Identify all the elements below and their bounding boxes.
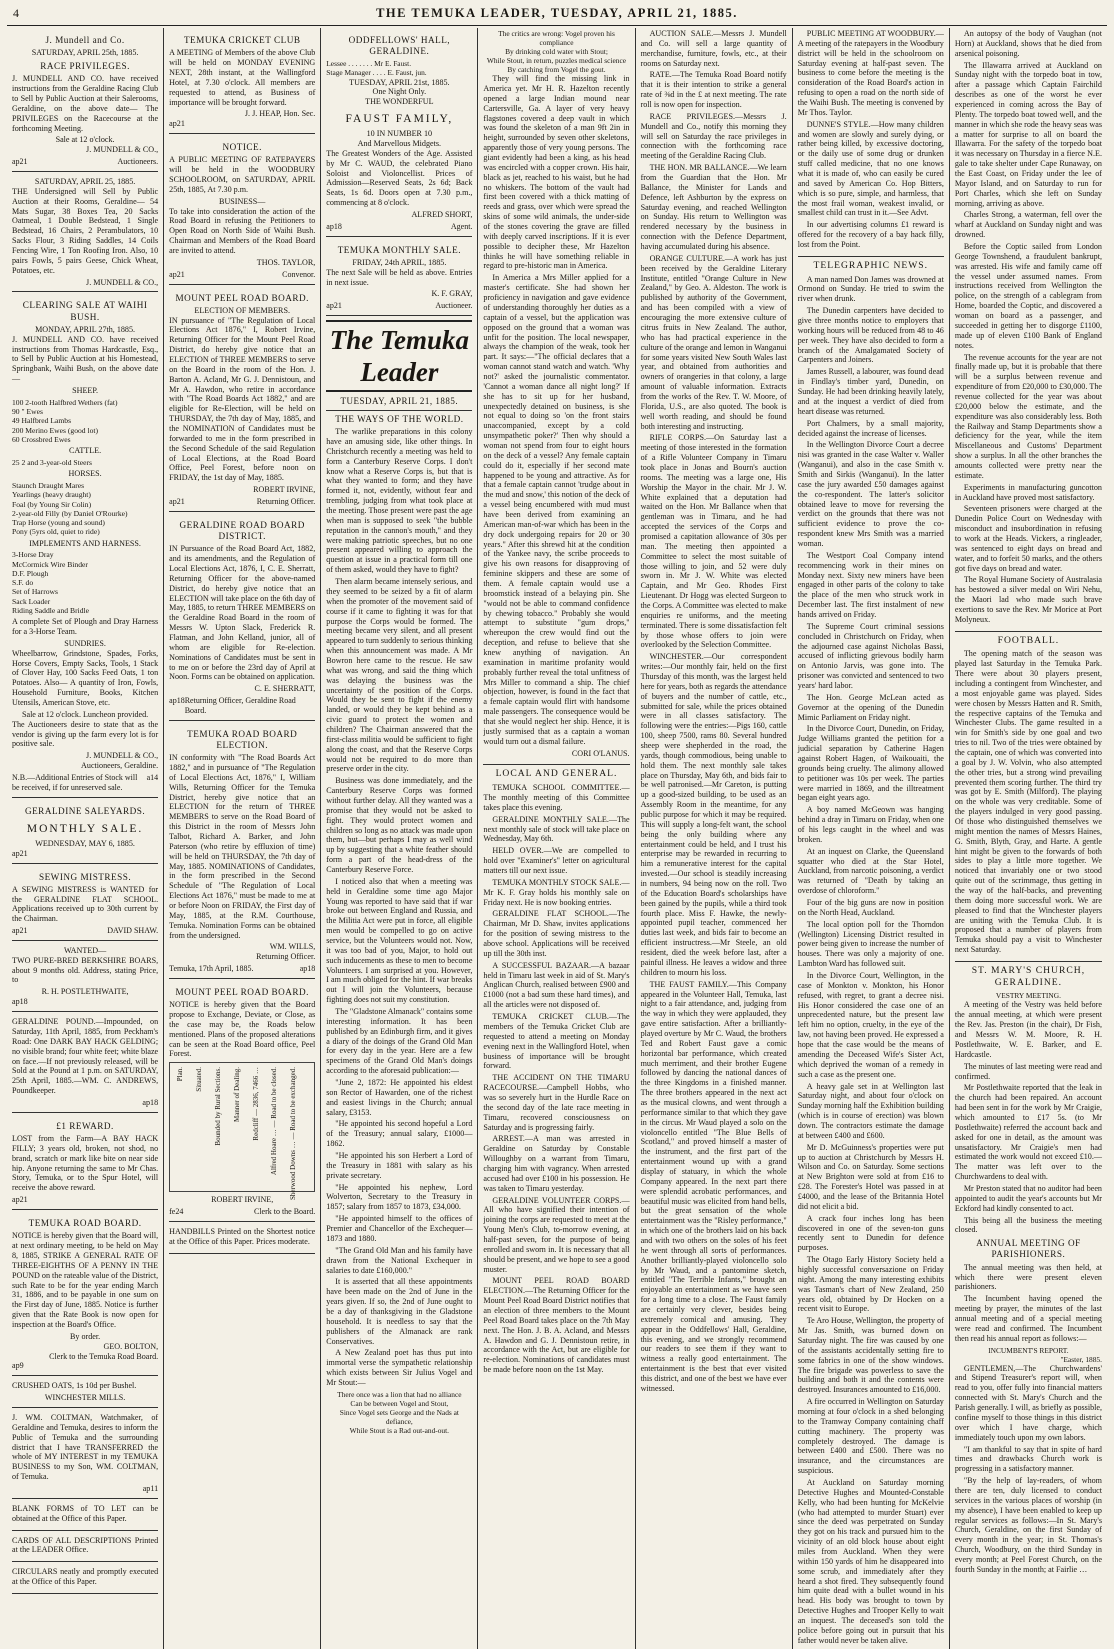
advert-sewing-mistress: SEWING MISTRESS. A SEWING MISTRESS is WANTED for the GERALDINE FLAT SCHOOL. Applications received up to 30th current by the Chairman. ap21 DAVID SHAW. xyxy=(12,866,158,941)
list-item: Set of Harrows xyxy=(12,587,58,597)
column-5: AUCTION SALE.—Messrs J. Mundell and Co. will sell a large quantity of merchandise, furniture, fowls, etc., at their rooms on Saturday next. RATE.—The Temuka Road Board notify that it is their intention to strike a general rate of ⅜d in the £ at next meeting. The rate roll is now open for inspection. RACE PRIVILEGES.—Messrs J. Mundell and Co., notify this morning they will sell on Saturday the race privileges in connection with the forthcoming race meeting of the Geraldine Racing Club. THE HON. MR BALLANCE.—We learn from the Guardian that the Hon. Mr Ballance, the Minister for Lands and Defence, left Ashburton by the express on Saturday evening, and reached Wellington on Sunday. His return to Wellington was rendered necessary by the business in connection with the Defence Department, having accumulated during his absence. ORANGE CULTURE.—A work has just been received by the Geraldine Literary Institute, entitled "Orange Culture in New Zealand," by Geo. A. Aldeston. The work is published by authority of the Government, and has been compiled with a view of encouraging the more extensive culture of citrus fruits in New Zealand. The author, who has had practical experience in the culture of the orange and lemon in Wanganui for some years visited New South Wales last year, and obtained from authorities and owners of orangeries in that colony, a large amount of valuable information. Extracts from the works of the Rev. T. W. Moore, of Florida, U.S., are also quoted. The book is well worth reading, and should be found both interesting and instructing. RIFLE CORPS.—On Saturday last a meeting of those interested in the formation of a Rifle Volunteer Company in Timaru took place in Jonas and Bourn's auction rooms. The meeting was a large one, His Worship the Mayor in the chair. Mr J. W. White explained that a deputation had waited on the Hon. Mr Ballance when that gentleman was in Timaru, and he had accepted the services of the Corps and promised a capitation allowance of 30s per man. The meeting then appointed a Committee to select the most suitable of those willing to join, and 52 were duly sworn in. Mr J. W. White was elected Captain, and Mr Geo. Rhodes First Lieutenant. Dr Hogg was elected Surgeon to the Corps. A Committee was elected to make enquiries re uniforms, and the meeting terminated. There is some dissatisfaction felt by those whose offers to join were overlooked by the Selection Committee. WINCHESTER.—Our correspondent writes:—Our monthly fair, held on the first Thursday of this month, was the largest held here for years, both as regards the attendance of buyers and the number of cattle, etc., submitted for sale, while the prices obtained were in all classes satisfactory. The following were the entries:—Pigs 160, cattle 100, sheep 7500, rams 80. Several hundred sheep were shepherded in the road, the yards, though commodious, being unable to hold them. The next monthly sale takes place on Thursday, May 6th, and bids fair to be well patronised.—Mr Careton, is putting up a good-sized building, to be used as an Assembly Room in the meantime, for any public purpose for which it may be required. This will supply a long-felt want, the school being the only building where any entertainment could be held, and I trust his enterprise may be rewarded in recurring to him a remunerative interest for the capital invested.—Our school is steadily increasing in numbers, 94 being now on the roll. Two of the Education Board's scholarships have been gained by the pupils, while a third took fourth place. Miss F. Hawke, the newly-appointed pupil teacher, commenced her duties last week, and bids fair to become an efficient instructress.—Mr Steele, an old resident, died the week before last, after a painful illness. He leaves a widow and three children to mourn his loss. THE FAUST FAMILY.—This Company appeared in the Volunteer Hall, Temuka, last night to a fair attendance, and, judging from the way in which they were applauded, they gave entire satisfaction. After a brilliantly-played overture by Mr C. Waud, the brothers Ted and Robert Faust gave a comic horizontal bar performance, which created much merriment, and their brother Eugene followed by dancing the national dances of the three Kingdoms in a finished manner. The three brothers appeared in the next act as the musical clowns, and went through a performance similar to that which they gave in the circus. Mr Waud played a solo on the violoncello entitled "The Blue Bells of Scotland," and proved himself a master of the instrument, and the first part of the entertainment wound up with a grand display of statuary, in which the whole Company appeared. In the next part there were splendid acrobatic performances, and beautiful music was elicited from hand bells, but the great sensation of the whole entertainment was the "Risley performance," in which one of the brothers laid on his back and with two others on the soles of his feet he went through all sorts of performances. Another brilliantly-played violoncello solo by Mr Waud, and a pantomime sketch, entitled "The Terrible Infants," brought an enjoyable an entertainment as we have seen for a long time to a close. The Faust family are certainly very clever, besides being extremely comical and amusing. They appear in the Oddfellows' Hall, Geraldine, this evening, and we strongly recommend our readers to see them if they want to witness a really good entertainment. The entertainment is the best that ever visited this district, and one of the best we have ever witnessed. xyxy=(636,28,793,1649)
roads-table-cell: Sherwood Downs … — Road to be exchanged. xyxy=(289,1067,298,1201)
list-item: S.F. do xyxy=(12,578,34,588)
advert-mount-peel-election: MOUNT PEEL ROAD BOARD. ELECTION OF MEMBERS. IN pursuance of "The Regulation of Local Elections Act 1876," I, Robert Irvine, Returning Officer for the Mount Peel Road District, do hereby give notice that an ELECTION of THREE MEMBERS to serve on the Board in the room of the Hon. J. Barton A. Acland, Mr G. J. Dennistoun, and Mr A. Hawdon, who retire in accordance with "The Road Boards Act 1882," and are eligible for Re-Election, will be held on THURSDAY, the 7th day of May, 1885, and the NOMINATION of Candidates must be forwarded to me in the form prescribed in the Second Schedule of the said Regulation of Local Elections, at the Road Board Office, Peel Forest, before noon on FRIDAY, the 1st day of May, 1885. ROBERT IRVINE, ap21 Returning Officer. xyxy=(169,287,315,512)
advert-race-privileges: J. Mundell and Co. SATURDAY, APRIL 25th, 1885. RACE PRIVILEGES. J. MUNDELL AND CO. have received instructions from the Geraldine Racing Club to Sell by Public Auction at their Salerooms, Geraldine, on the above date— The PRIVILEGES on the Racecourse at the forthcoming Meeting. Sale at 12 o'clock. J. MUNDELL & CO., ap21 Auctioneers. xyxy=(12,29,158,172)
advert-temuka-road-board-rate: TEMUKA ROAD BOARD. NOTICE is hereby given that the Board will, at next ordinary meeting, to be held on May 8, 1885, STRIKE A GENERAL RATE OF THREE-EIGHTHS OF A PENNY IN THE POUND on the rateable value of the District, such Rate to be for the year ending March 31, 1886, and to be payable in one sum on the First day of June, 1885. Notice is further given that the Rate Book is now open for inspection at the Board's Office. By order. GEO. BOLTON, Clerk to the Temuka Road Board. ap9 xyxy=(12,1212,158,1376)
list-item: 100 2-tooth Halfbred Wethers (fat) xyxy=(12,397,118,407)
roads-table-cell: Manner of Dealing. xyxy=(232,1067,241,1123)
sheep-list xyxy=(12,398,158,444)
list-item: Sack Loader xyxy=(12,596,51,606)
article-signature: CORI O'LANUS. xyxy=(571,748,630,758)
implements-list xyxy=(12,550,158,615)
article-ways-of-the-world: THE WAYS OF THE WORLD. The warlike preparations in this colony have an amusing side, like other things. In Christchurch recently a meeting was held to form a Canterbury Reserve Corps. I don't know what a Reserve Corps is, but that is what they wanted to form; and they have formed it, not, evidently, without fear and trembling, judging from what took place at the meeting. Those present were past the age when man is supposed to seek "the bubble reputation in the cannon's mouth," and they were making patriotic speeches, but no one present appeared willing to approach the question at issue in a practical form till one of them asked, would they have to fight? Then alarm became intensely serious, and they seemed to be seized by a fit of alarm when the promoter of the movement said of course if it came to fighting it was for that purpose the Corps would be formed. The meeting became very silent, and all present appeared to turn suddenly to serious thinking when this announcement was made. A Mr Bowron here came to the rescue. He saw what was wrong, and said the thing which was delaying the business was the uncertainty of the position of the Corps. Would they be sent to fight if the enemy landed, or would they be kept behind as a civic guard to protect the women and children? The Chairman answered that the first-class militia would be sufficient to fight along the coast, and that the Reserve Corps would not be required to do more than preserve order in the city. Business was done immediately, and the Canterbury Reserve Corps was formed without further delay. All they wanted was a promise that they would not be asked to fight. They would protect women and children so long as no attack was made upon them, but—but perhaps I may as well wind up by suggesting that a white feather should form a part of the head-dress of the Canterbury Reserve Force. I noticed also that when a meeting was held in Geraldine some time ago Major Young was reported to have said that if war broke out between England and Russia, and the Militia Act were put in force, all eligible men would be compelled to go on active service, but the Volunteers would not. Now, it was too bad of you, Major, to hold out such inducements as these to men to become Volunteers. I am surprised at you. However, I am much obliged for the hint. If war breaks out I will join the Volunteers, because fighting does not suit my constitution. The "Gladstone Almanack" contains some interesting information. It has been published by an Edinburgh firm, and it gives a diary of the doings of the Grand Old Man for every day in the year. Here are a few specimens of the Grand Old Man's doings according to the aforesaid publication:— "June 2, 1872: He appointed his eldest son Rector of Hawarden, one of the richest and easiest livings in the Church; annual salary, £3153. "He appointed his second hopeful a Lord of the Treasury; annual salary, £1000—1862. "He appointed his son Herbert a Lord of the Treasury in 1881 with salary as his private secretary. "He appointed his nephew, Lord Wolverton, Secretary to the Treasury in 1857; salary from 1857 to 1873, £34,000. "He appointed himself to the offices of Premier and Chancellor of the Exchequer—1873 and 1880. "The Grand Old Man and his family have drawn from the National Exchequer in salaries to date £160,000." It is asserted that all these appointments have been made on the 2nd of June in the years given. If so, the 2nd of June ought to be a day of thanksgiving in the Gladstone household. It is needless to say that the publishers of the Almanack are rank Conservatives. A New Zealand poet has thus put into immortal verse the sympathetic relationship which exists between Sir Julius Vogel and Mr Stout:— There once was a lion that had no alliance Can be between Vogel and Stout, Since Vogel sets George and the Nads at defiance, While Stout is a Rad out-and-out. xyxy=(326,413,473,1435)
column-3 xyxy=(321,28,478,1649)
roads-table-cell: Situated. xyxy=(194,1067,203,1092)
list-item: 2-year-old Filly (by Daniel O'Rourke) xyxy=(12,508,128,518)
list-item: 25 2 and 3-year-old Steers xyxy=(12,457,92,467)
advert-temuka-road-board-election: TEMUKA ROAD BOARD ELECTION. IN conformity with "The Road Boards Act 1882," and in pursuance of "The Regulation of Local Elections Act, 1876," I, William Wills, Returning Officer for the Temuka District, hereby give notice that an ELECTION for the return of THREE MEMBERS to serve on the Road Board of this District in the room of Messrs John Talbot, Richard A. Barker, and John Paterson (who retire by effluxion of time) will be held on THURSDAY, the 7th day of May, 1885. NOMINATIONS of Candidates, in the form prescribed in the Second Schedule of "The Regulation of Local Elections Act 1876," must be made to me at or before Noon on FRIDAY, the First day of May, 1885, at the R.M. Courthouse, Temuka. Nomination Forms can be obtained from the undersigned. WM. WILLS, Returning Officer. Temuka, 17th April, 1885. ap18 xyxy=(169,723,315,979)
advert-merchandise-sale: SATURDAY, APRIL 25, 1885. THE Undersigned will Sell by Public Auction at their Rooms, Geraldine— 54 Mats Sugar, 38 Boxes Tea, 20 Sacks Oatmeal, 1 Double Bedstead, 1 Single Bedstead, 16 Chairs, 2 Perambulators, 10 Sacks Flour, 3 Riding Saddles, 14 Coils Fencing Wire, 1 Ton Roofing Iron. Also, 10 pairs Fowls, 5 pairs Geese, Chick Wheat, Potatoes, etc. J. MUNDELL & CO., xyxy=(12,174,158,292)
list-item: Pony (5yrs old, quiet to ride) xyxy=(12,527,100,537)
advert-wanted-boars: WANTED— TWO PURE-BRED BERKSHIRE BOARS, about 9 months old. Address, stating Price, to R. H. POSTLETHWAITE, ap18 xyxy=(12,943,158,1012)
advert-reward: £1 REWARD. LOST from the Farm—A BAY HACK FILLY; 3 years old, broken, not shod, no brand, scratch or mark like bite on near side hip. Anyone returning the same to Mr Chas. Story, Temuka, or to the Spur Hotel, will receive the above reward. ap21 xyxy=(12,1115,158,1210)
cattle-list xyxy=(12,458,158,467)
advert-public-meeting-woodbury: NOTICE. A PUBLIC MEETING OF RATEPAYERS will be held in the WOODBURY SCHOOLROOM, on SATURDAY, APRIL 25th, 1885, At 7.30 p.m. BUSINESS— To take into consideration the action of the Road Board in refusing the Petitioners to Open Road on North Side of Waihi Bush. Chairman and Members of the Road Board are invited to attend. THOS. TAYLOR, ap21 Convenor. xyxy=(169,136,315,284)
advert-clearing-sale: CLEARING SALE AT WAIHI BUSH. MONDAY, APRIL 27th, 1885. J. MUNDELL AND CO. have received instructions from Thomas Hardcastle, Esq., to Sell by Public Auction at his Homestead, Springbank, Waihi Bush, on the above date— SHEEP. 100 2-tooth Halfbred Wethers (fat) 90 " Ewes 49 Halfbred Lambs 200 Merino Ewes (good lot) 60 Crossbred Ewes CATTLE. 25 2 and 3-year-old Steers HORSES. Staunch Draught Mares Yearlings (heavy draught) Foal (by Young Sir Colin) 2-year-old Filly (by Daniel O'Rourke) Trap Horse (young and sound) Pony (5yrs old, quiet to ride) IMPLEMENTS AND HARNESS. 3-Horse Dray McCormick Wire Binder D.F. Plough S.F. do Set of Harrows Sack Loader Riding Saddle and Bridle A complete Set of Plough and Dray Harness for a 3-Horse Team. SUNDRIES. Wheelbarrow, Grindstone, Spades, Forks, Horse Covers, Empty Sacks, Tools, 1 Stack of Clover Hay, 100 Sacks Feed Oats, 1 ton Potatoes. Also— A quantity of Iron, Fowls, Household Furniture, Books, Kitchen Utensils, American Stove, etc. Sale at 12 o'clock. Luncheon provided. The Auctioneers desire to state that as the vendor is giving up the farm every lot is for positive sale. J. MUNDELL & CO., Auctioneers, Geraldine. N.B.—Additional Entries of Stock will be received, if for unreserved sale. a14 xyxy=(12,294,158,797)
list-item: Riding Saddle and Bridle xyxy=(12,605,89,615)
list-item: 60 Crossbred Ewes xyxy=(12,434,71,444)
advert-mount-peel-roads: MOUNT PEEL ROAD BOARD. NOTICE is hereby given that the Board propose to Exchange, Deviate, or Close, as the case may be, the Roads below mentioned. Plans of the proposed alterations can be seen at the Road Board office, Peel Forest. Plan. Situated. Bounded by Rural Sections. Manner of Dealing. Redcliff — 2836, 7466 … Alfred Hoare … — Road to be closed. Sherwood Downs … — Road to be exchanged. ROBERT IRVINE, fe24 Clerk to the Board. xyxy=(169,981,315,1222)
roads-table-cell: Bounded by Rural Sections. xyxy=(213,1067,222,1146)
advert-crushed-oats: CRUSHED OATS, 1s 10d per Bushel. WINCHESTER MILLS. xyxy=(12,1378,158,1408)
issue-date: TUESDAY, APRIL 21, 1885. xyxy=(326,396,472,411)
list-item: McCormick Wire Binder xyxy=(12,559,88,569)
advert-saleyards: GERALDINE SALEYARDS. MONTHLY SALE. WEDNESDAY, MAY 6, 1885. ap21 xyxy=(12,800,158,864)
advert-cards: CARDS OF ALL DESCRIPTIONS Printed at the LEADER Office. xyxy=(12,1533,158,1563)
section-football: FOOTBALL. xyxy=(955,631,1102,647)
page-number: 4 xyxy=(13,6,19,20)
list-item: 200 Merino Ewes (good lot) xyxy=(12,425,99,435)
section-annual-meeting: ANNUAL MEETING OF PARISHIONERS. xyxy=(976,1238,1081,1260)
newspaper-nameplate: The Temuka Leader xyxy=(326,320,472,392)
advert-blank-forms: BLANK FORMS of TO LET can be obtained at the Office of this Paper. xyxy=(12,1501,158,1531)
list-item: Yearlings (heavy draught) xyxy=(12,490,91,500)
advert-coltman: J. WM. COLTMAN, Watchmaker, of Geraldine and Temuka, desires to inform the Public of Temuka and the surrounding district that I have TRANSFERRED the whole of MY INTEREST in my TEMUKA BUSINESS to my Son, WM. COLTMAN, of Temuka. ap11 xyxy=(12,1410,158,1499)
advert-faust-family: ODDFELLOWS' HALL, GERALDINE. Lessee . . . . . . . Mr E. Faust. Stage Manager . . . . E. Faust, jun. TUESDAY, APRIL 21st, 1885. One Night Only. THE WONDERFUL FAUST FAMILY, 10 IN NUMBER 10 And Marvellous Midgets. The Greatest Wonders of the Age. Assisted by Mr C. WAUD, the celebrated Piano Soloist and Violoncellist. Prices of Admission—Reserved Seats, 2s 6d; Back Seats, 1s 6d. Doors open at 7.30 p.m., commencing at 8 o'clock. ALFRED SHORT, ap18 Agent. xyxy=(326,29,472,237)
list-item: Foal (by Young Sir Colin) xyxy=(12,499,92,509)
column-7: An autopsy of the body of Vaughan (not Horn) at Auckland, shows that he died from arsenical poisoning. The Illawarra arrived at Auckland on Sunday night with the torpedo boat in tow, after a passage which Captain Fairchild describes as one of the worst he ever experienced in coming across the Bay of Plenty. The torpedo boat towed well, and the manner in which she rode the heavy seas was a matter for surprise to all on board the Illawarra. For the safety of the torpedo boat it was necessary on Thursday in a fierce N.E. gale to take shelter under Cape Runaway, on the East Coast, on Friday under the lee of Mayor Island, and on Saturday to run for Port Charles, which she left on Sunday morning, arriving as above. Charles Strong, a waterman, fell over the wharf at Auckland on Sunday night and was drowned. Before the Coptic sailed from London George Townshend, a fraudulent bankrupt, was arrested. His wife and family came off the vessel under assumed names. From instructions received from Wellington the police, on the strength of a cablegram from Home, boarded the Coptic, and discovered a woman on board as a passenger, and succeeded in getting her to disgorge £1100, made up of eleven £100 Bank of England notes. The revenue accounts for the year are not finally made up, but it is probable that there will be a surplus between revenue and expenditure of from £20,000 to £30,000. The revenue collected for the year was about £20,000 below the estimate, and the expenditure was also considerably less. Both the Railway and Stamp Departments show a deficiency for the year, while the item Miscellaneous and Customs' Department show a surplus. In all the other branches the amounts collected were pretty near the estimate. Experiments in manufacturing guncotton in Auckland have proved most satisfactory. Seventeen prisoners were charged at the Dunedin Police Court on Wednesday with misconduct and insubordination in refusing to work at the Heads. Vickers, a ringleader, was sentenced to eight days on bread and water, and to forfeit 50 marks, and the others got five days on bread and water. The Royal Humane Society of Australasia has bestowed a silver medal on Wiri Nehu, the Maori lad who made such brave exertions to save the Rev. Mr Morice at Port Molyneux. FOOTBALL. The opening match of the season was played last Saturday in the Temuka Park. There were about 30 players present, including a contingent from Winchester, and a most enjoyable game was played. Sides were chosen by Messrs Hatten and R. Smith, the respective captains of the Temuka and Winchester Clubs. The game resulted in a win for Smith's side by one goal and two tries to nil. Two of the tries were obtained by the captain, one of which was converted into a goal by J. W. Volvin, who also attempted the other tries, but a strong wind prevailing prevented them scoring further. The third try was got by E. Smith (Milford). The playing on the whole was very creditable. Some of the players indulged in very good passing. Of those who distinguished themselves we might mention the names of Messrs Haines, G. Smith, Blyth, Gray, and Harte. A gentle hint might be given to the forwards of both sides to play a little more together. We noticed that invariably one or two stood quite out of the scrimmage, thus getting in the way of the half-backs, and preventing them doing more successful work. We are pleased to find that the Winchester players are uniting with the Temuka Club. It is proposed that a number of players from Temuka should pay a visit to Winchester next Saturday. ST. MARY'S CHURCH, GERALDINE. VESTRY MEETING. A meeting of the Vestry was held before the annual meeting, at which were present the Rev. Jas. Preston (in the chair), Dr Fish, and Messrs W. M. Moore, R. H. Postlethwaite, W. E. Barker, and E. Hardcastle. The minutes of last meeting were read and confirmed. Mr Postlethwaite reported that the leak in the church had been repaired. An account had been sent in for the work by Mr Craigie, which amounted to £17 5s. (to Mr Postlethwaite) referred the account back and asked for one in detail, as the amount was unsatisfactory. Mr Craigie's men had estimated the work would not exceed £10.—The matter was left over to the Churchwardens to deal with. Mr Preston stated that no auditor had been appointed to audit the year's accounts but Mr Eckford had kindly consented to act. This being all the business the meeting closed. ANNUAL MEETING OF PARISHIONERS. The annual meeting was then held, at which there were present eleven parishioners. The Incumbent having opened the meeting by prayer, the minutes of the last annual meeting and of a special meeting were read and confirmed. The Incumbent then read his annual report as follows:— INCUMBENT'S REPORT. "Easter, 1885. GENTLEMEN,—The Churchwardens' and Stipend Treasurer's report will, when read to you, offer fully into financial matters connected with St. Mary's Church and the Parish generally. I will, as briefly as possible, confine myself to those things in this district over which I have charge, which immediately touch upon my own labors. "I am thankful to say that in spite of hard times and drawbacks Church work is progressing in a satisfactory manner. "By the help of lay-readers, of whom there are ten, duly licensed to conduct services in the various places of worship (in my absence), I have been enabled to keep up regular services as follows:—In St. Mary's Church, Geraldine, on the first Sunday of every month in the year; in St. Thomas's Church, Woodbury, on the third Sunday in every month; at Peel Forest Church, on the fourth Sunday in the month; at Fairlie … xyxy=(954,29,1102,1574)
column-2 xyxy=(164,28,321,1649)
advert-handbills: HANDBILLS Printed on the Shortest notice at the Office of this Paper. Prices moderate. xyxy=(169,1224,315,1254)
roads-table xyxy=(169,1062,315,1201)
list-item: 90 " Ewes xyxy=(12,407,43,417)
section-local-and-general: LOCAL AND GENERAL. xyxy=(483,764,629,780)
masthead xyxy=(7,6,1107,26)
list-item: 3-Horse Dray xyxy=(12,550,54,560)
roads-table-cell: Plan. xyxy=(176,1067,185,1082)
horses-list xyxy=(12,481,158,537)
advert-temuka-monthly-sale: TEMUKA MONTHLY SALE. FRIDAY, 24th APRIL, 1885. The next Sale will be held as above. Entries in next issue. K. F. GRAY, ap21 Auctioneer. xyxy=(326,239,472,316)
column-4: The critics are wrong: Vogel proven his compliance By drinking cold water with Stout; While Stout, in return, puzzles medical science By catching from Vogel the gout. They will find the missing link in America yet. Mr H. R. Hazelton recently opened a large Indian mound near Cartersville, Ga. A layer of very heavy flagstones covered a deep vault in which was found the skeleton of a man 9ft 2in in height, surrounded by seven other skeletons, apparently those of very young persons. The giant evidently had been a king, as his head was encircled with a copper crown. His hair, black as jet, reached to his waist, but he had no whiskers. The bottom of the vault had first been covered with a thick matting of reeds and grass, over which were spread the skins of some wild animals, the under-side of the stones covering the grave are filled with deeply carved inscriptions. If it is ever possible to decipher these, Mr Hazelton thinks he will have something reliable in regard to pre-historic man in America. In America a Mrs Miller applied for a master's certificate. She had shown her proficiency in navigation and gave evidence of understanding thoroughly her duties as a captain of a vessel, but the application was opposed on the ground that a woman was unfit for the position. The local newspaper, always the champion of the weak, took her part. It says:—"The official declares that a woman cannot stand watch and watch. 'Why not?' asked the journalistic commentator. 'Cannot a woman dance all night long?' If she has to sit up for her husband, unexpectedly detained on business, is she not equal to doing so 'on the front stairs unaccompanied, except by a cold unsympathetic poker?' Then why should a woman not spend from four to eight hours on the deck of a vessel? Any female captain could do it, especially if her second mate happened to be young and attractive. As for that a female captain cannot 'trudge about in the mud and snow,' this notion of the deck of a vessel being encumbered with mud must have been derived from examining an American man-of-war which has been in the dry dock undergoing repairs for 20 or 30 years." After this shrewd hit at the condition of the Yankee navy, the scribe proceeds to give his own reasons for disapproving of feminine skippers and these are some of them. A female captain would use a broomstick instead of a belaying pin. She "would not be able to command confidence by chewing tobacco." Probably she would attempt to substitute "gum drops," whereupon the crew would find out the deception, and refuse to believe that she knew anything of navigation. An examination in maritime profanity would probably further reveal the total unfitness of Mrs Miller to command a ship. The chief objection, however, is found in the fact that a female captain would flirt with handsome male passengers. The consequence would be that she would neglect her ship. Hence, it is justly surmised that as a captain a woman would turn out a dismal failure. CORI O'LANUS. LOCAL AND GENERAL. TEMUKA SCHOOL COMMITTEE.—The monthly meeting of this Committee takes place this evening. GERALDINE MONTHLY SALE.—The next monthly sale of stock will take place on Wednesday, May 6th. HELD OVER.—We are compelled to hold over "Examiner's" letter on agricultural matters till our next issue. TEMUKA MONTHLY STOCK SALE.—Mr K. F. Gray holds his monthly sale on Friday next. He is now booking entries. GERALDINE FLAT SCHOOL.—The Chairman, Mr D. Shaw, invites applications for the position of sewing mistress to the above school. Applications will be received up till the 30th inst. A SUCCESSFUL BAZAAR.—A bazaar held in Timaru last week in aid of St. Mary's Anglican Church, realised between £900 and £1000 (not a bad sum these hard times), and all the articles were not disposed of. TEMUKA CRICKET CLUB.—The members of the Temuka Cricket Club are requested to attend a meeting on Monday evening next in the Wallingford Hotel, when business of importance will be brought forward. THE ACCIDENT ON THE TIMARU RACECOURSE.—Campbell Hobbs, who was so severely hurt in the Hurdle Race on the second day of the late race meeting in Timaru, recovered consciousness on Saturday and is progressing fairly. ARREST.—A man was arrested in Geraldine on Saturday by Constable Willoughby on a warrant from Timaru, charging him with vagrancy. When arrested accused had over £100 in his possession. He was taken to Timaru yesterday. GERALDINE VOLUNTEER CORPS.—All who have signified their intention of joining the corps are requested to meet at the Young Men's Club, to-morrow evening, at half-past seven, for the purpose of being enrolled and sworn in. It is necessary that all should be present, and we hope to see a good muster. MOUNT PEEL ROAD BOARD ELECTION.—The Returning Officer for the Mount Peel Road Board District notifies that an election of three members to the Mount Peel Road Board takes place on the 7th May next. The Hon. J. B. A. Acland, and Messrs A. Hawdon and G. J. Dennistoun retire, in accordance with the Act, but are eligible for re-election. Nominations of candidates must be made before noon on the 1st May. xyxy=(478,28,635,1649)
advert-cricket-club: TEMUKA CRICKET CLUB A MEETING of Members of the above Club will be held on MONDAY EVENING NEXT, 28th instant, at the Wallingford Hotel, at 7.30 o'clock. All members are requested to attend, as Business of importance will be brought forward. J. J. HEAP, Hon. Sec. ap21 xyxy=(169,29,315,134)
roads-table-cell: Redcliff — 2836, 7466 … xyxy=(251,1067,260,1141)
list-item: Trap Horse (young and sound) xyxy=(12,518,105,528)
list-item: D.F. Plough xyxy=(12,568,49,578)
list-item: 49 Halfbred Lambs xyxy=(12,416,72,426)
advert-pound: GERALDINE POUND.—Impounded, on Saturday, 11th April, 1885, from Peckham's Road: One DARK BAY HACK GELDING; no visible brand; four white feet; white blaze on face.—If not previously released, will be Sold at the Pound at 1 p.m. on SATURDAY, 25th April, 1885.—WM. C. ANDREWS, Poundkeeper. ap18 xyxy=(12,1014,158,1113)
section-telegraphic-news: TELEGRAPHIC NEWS. xyxy=(798,256,944,272)
newspaper-running-title: THE TEMUKA LEADER, TUESDAY, APRIL 21, 1885. xyxy=(376,6,738,20)
advert-circulars: CIRCULARS neatly and promptly executed at the Office of this Paper. xyxy=(12,1564,158,1594)
roads-table-cell: Alfred Hoare … — Road to be closed. xyxy=(270,1067,279,1176)
column-1 xyxy=(7,28,164,1649)
column-6: PUBLIC MEETING AT WOODBURY.—A meeting of the ratepayers in the Woodbury district will be held in the schoolroom on Saturday evening at half-past seven. The business to come before the meeting is the consideration of the Road Board's action in refusing to open a road on the north side of the Waihi Bush. The meeting is convened by Mr Thos. Taylor. DUNNE'S STYLE.—How many children and women are slowly and surely dying, or rather being killed, by excessive doctoring, or the daily use of some drug or drunken stuff called medicine, that no one knows what it is made of, who can easily be cured and saved by American Co. Hop Bitters, which is so pure, simple, and harmless, that the most frail woman, weakest invalid, or smallest child can trust in it.—See Advt. In our advertising columns £1 reward is offered for the recovery of a bay hack filly, lost from the Point. TELEGRAPHIC NEWS. A man named Don James was drowned at Ormond on Sunday. He tried to swim the river when drunk. The Dunedin carpenters have decided to give three months notice to employers that working hours will be reduced from 48 to 46 per week. They have also decided to form a branch of the Amalgamated Society of Carpenters and Joiners. James Russell, a labourer, was found dead in Findlay's timber yard, Dunedin, on Sunday. He had been drinking heavily lately, and at the inquest a verdict of died from heart disease was returned. Port Chalmers, by a small majority, decided against the increase of licenses. In the Wellington Divorce Court a decree nisi was granted in the case Walter v. Waller (Wanganui), and also in the case Smith v. Smith and Sirkis (Wanganui). In the latter case the jury awarded £50 damages against the co-respondent. The latter's solicitor obtained leave to move for reversing the verdict on the grounds that there was not sufficient evidence to prove the co-respondent knew Mrs Smith was a married woman. The Westport Coal Company intend recommencing work in their mines on Monday next. Sixty new miners have been engaged in other parts of the colony to take the place of the men who struck work in December last. The first instalment of new hands arrived on Friday. The Supreme Court criminal sessions concluded in Christchurch on Friday, when the adjourned case against Nicholas Bassi, accused of inflicting grievous bodily harm on Antonio Jarvis, was gone into. The prisoner was convicted and sentenced to two years' hard labor. The Hon. George McLean acted as Governor at the opening of the Dunedin Mimic Parliament on Friday night. In the Divorce Court, Dunedin, on Friday, Judge Williams granted the petition for a judicial separation by Catherine Hagen against Robert Hagen, of Waikouaiti, the grounds being cruelty. The alimony allowed to petitioner was 10s per week. The parties were married in 1869, and the illtreatment began eight years ago. A boy named McGeown was hanging behind a dray in Timaru on Friday, when one of his legs caught in the wheel and was broken. At an inquest on Clarke, the Queensland squatter who died at the Star Hotel, Auckland, from narcotic poisoning, a verdict was returned of "Death by taking an overdose of chloroform." Four of the big guns are now in position on the North Head, Auckland. The local option poll for the Thorndon (Wellington) Licensing District resulted in power being given to increase the number of houses. There was only a majority of one. Lambton Ward has followed suit. In the Divorce Court, Wellington, in the case of Monkton v. Monkton, his Honor refused, with regret, to grant a decree nisi. His Honor considered the case one of an unprecedented nature, but the present law left him no option, cruelty, in the eye of the law, not having been proved. He expressed a hope that the case would be the means of amending the Deceased Wife's Sister Act, which deprived the woman of a remedy in such a case as the present one. A heavy gale set in at Wellington last Saturday night, and about four o'clock on Sunday morning half the Exhibition building (which is in course of erection) was blown down. The contractors estimate the damage at between £400 and £600. Mr D. McGuinness's properties were put up to auction at Christchurch by Messrs H. Wilson and Co. on Saturday. Some sections at New Brighton were sold at from £16 to £28. The Forester's Hotel was passed in at £4000, and the lease of the Britannia Hotel did not elicit a bid. A crack four inches long has been discovered in one of the seven-ton guns recently sent to Dunedin for defence purposes. The Otago Early History Society held a highly successful conversazione on Friday night. Among the many interesting exhibits was Tasman's chart of New Zealand, 250 years old, obtained by Dr Hocken on a recent visit to Europe. Te Aro House, Wellington, the property of Mr Jas. Smith, was burned down on Saturday night. The fire was caused by one of the assistants accidentally setting fire to some fabrics in one of the show windows. The fire brigade was powerless to save the building and both it and the contents were destroyed. Insurances amounted to £16,000. A fire occurred in Wellington on Saturday morning at four o'clock in a shed belonging to the Tramway Company containing chaff cutting machinery. The property was completely destroyed. The damage is between £400 and £500. There was no insurance, and the circumstances are suspicious. At Auckland on Saturday morning Detective Hughes and Mounted-Constable Kelly, who had been hunting for McKelvie (who had attempted to murder Stuart) ever since the deed was perpetrated on Sunday they got on his track and pursued him to the vicinity of an old block house about eight miles from Auckland. When they were within 150 yards of him he disappeared into some scrub, and immediately after they heard a shot fired. They subsequently found him quite dead with a bullet wound in his head. His body was brought to town by Detective Hughes and Trooper Kelly to wait an inquest. The deceased's son told the police before going out in pursuit that his father would never be taken alive. xyxy=(793,28,950,1649)
list-item: Staunch Draught Mares xyxy=(12,481,85,491)
section-st-marys-church: ST. MARY'S CHURCH, GERALDINE. xyxy=(955,961,1102,988)
advert-geraldine-road-board: GERALDINE ROAD BOARD DISTRICT. IN Pursuance of the Road Board Act, 1882, and its amendments, and the Regulation of Local Elections Act, 1876, I, C. E. Sherratt, Returning Officer for the above-named District, do hereby give notice that an ELECTION will take place on the 6th day of May, 1885, to return THREE MEMBERS on the Geraldine Road Board in the room of Messrs W. Upton Slack, Frederick R. Flatman, and John Kelland, junior, all of whom are eligible for Re-election. Nominations of Candidates must be sent in to me on or before the 23rd day of April at Noon. Forms can be obtained on application. C. E. SHERRATT, ap18 Returning Officer, Geraldine Road Board. xyxy=(169,514,315,721)
